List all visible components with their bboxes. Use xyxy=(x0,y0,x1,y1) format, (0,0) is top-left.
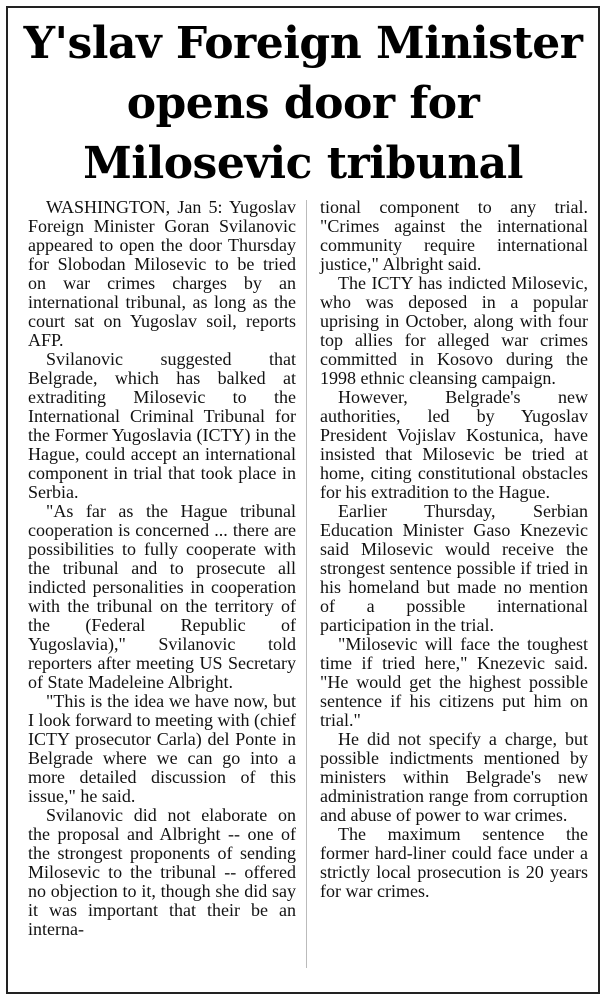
paragraph: "Milosevic will face the toughest time if tried here," Knezevic said. "He would get the highest possible sentence if his citizens put him on trial." xyxy=(320,634,588,730)
paragraph: Svilanovic suggested that Belgrade, which has balked at extraditing Milosevic to the International Criminal Tribunal for the Former Yugoslavia (ICTY) in the Hague, could accept an international component in trial that took place in Serbia. xyxy=(28,349,296,502)
news-article xyxy=(6,6,600,994)
paragraph: "As far as the Hague tribunal cooperation is concerned ... there are possibilities to fully cooperate with the tribunal and to prosecute all indicted personalities in cooperation with the tribunal on the territory of the (Federal Republic of Yugoslavia)," Svilanovic told reporters after meeting US Secretary of State Madeleine Albright. xyxy=(28,501,296,692)
paragraph: He did not specify a charge, but possible indictments mentioned by ministers within Belgrade's new administration range from corruption and abuse of power to war crimes. xyxy=(320,729,588,825)
paragraph: The ICTY has indicted Milosevic, who was deposed in a popular uprising in October, along with four top allies for alleged war crimes committed in Kosovo during the 1998 ethnic cleansing campaign. xyxy=(320,273,588,388)
headline: Y'slav Foreign Minister opens door for Milosevic tribunal xyxy=(23,18,583,189)
paragraph: WASHINGTON, Jan 5: Yugoslav Foreign Minister Goran Svilanovic appeared to open the door Thursday for Slobodan Milosevic to be tried on war crimes charges by an international tribunal, as long as the court sat on Yugoslav soil, reports AFP. xyxy=(28,197,296,350)
paragraph: Svilanovic did not elaborate on the proposal and Albright -- one of the strongest proponents of sending Milosevic to the tribunal -- offered no objection to it, though she did say it was important that their be an interna- xyxy=(28,805,296,939)
article-column-left xyxy=(28,198,296,939)
paragraph: The maximum sentence the former hard-liner could face under a strictly local prosecution is 20 years for war crimes. xyxy=(320,824,588,901)
column-divider xyxy=(306,200,307,968)
paragraph: However, Belgrade's new authorities, led by Yugoslav President Vojislav Kostunica, have insisted that Milosevic be tried at home, citing constitutional obstacles for his extradition to the Hague. xyxy=(320,387,588,502)
paragraph-continuation: tional component to any trial. "Crimes against the international community require international justice," Albright said. xyxy=(320,197,588,274)
article-column-right xyxy=(320,198,588,901)
paragraph: "This is the idea we have now, but I look forward to meeting with (chief ICTY prosecutor Carla) del Ponte in Belgrade where we can go into a more detailed discussion of this issue," he said. xyxy=(28,691,296,806)
paragraph: Earlier Thursday, Serbian Education Minister Gaso Knezevic said Milosevic would receive the strongest sentence possible if tried in his homeland but made no mention of a possible international participation in the trial. xyxy=(320,501,588,635)
